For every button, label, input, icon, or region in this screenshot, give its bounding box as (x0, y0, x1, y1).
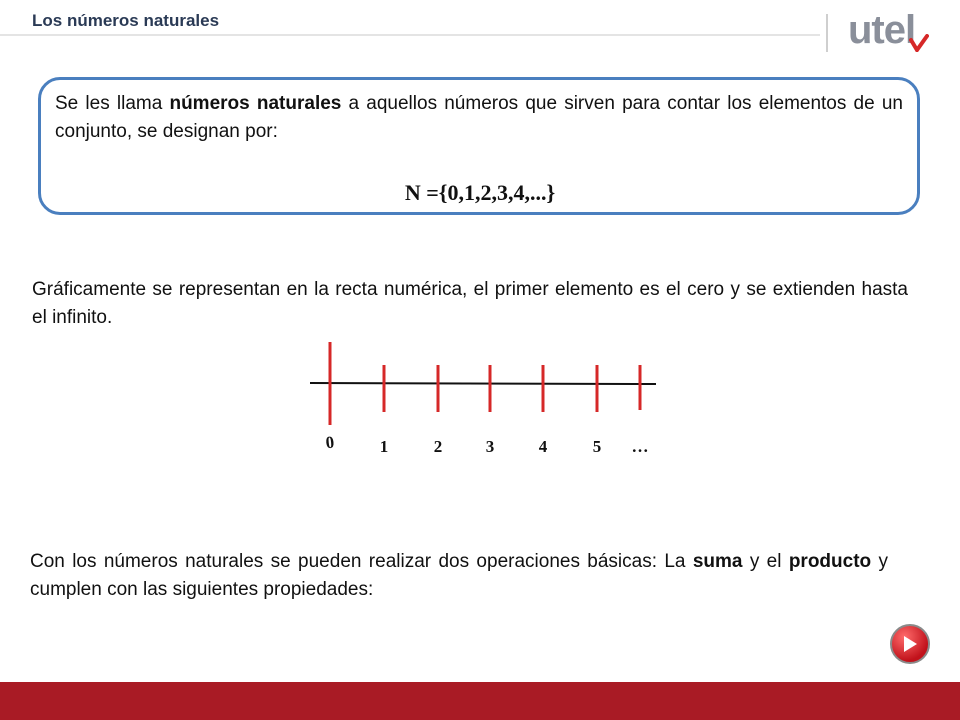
logo-check-icon (909, 34, 929, 52)
definition-text-start: Se les llama (55, 93, 170, 114)
header (0, 0, 960, 62)
graphic-paragraph: Gráficamente se representan en la recta numérica, el primer elemento es el cero y se extienden hasta el infinito. (32, 279, 908, 328)
number-line-label-4: 4 (538, 437, 548, 456)
utel-logo: utel (848, 8, 916, 52)
definition-text (55, 90, 903, 146)
term-suma: suma (692, 551, 743, 572)
operations-paragraph (30, 548, 888, 604)
slide-title: Los números naturales (32, 11, 220, 30)
logo-divider (826, 14, 828, 52)
number-line-label-2: 2 (433, 437, 443, 456)
number-line-axis (310, 383, 656, 384)
number-line-label-3: 3 (485, 437, 495, 456)
operations-text-3: y cumplen con las siguientes propiedades: (30, 551, 889, 600)
number-line (300, 340, 680, 470)
definition-text-end: a aquellos números que sirven para contar los elementos de un conjunto, se designan por: (55, 93, 903, 142)
footer-band (0, 682, 960, 720)
operations-text-2: y el (742, 551, 789, 572)
play-icon (901, 634, 919, 654)
term-producto: producto (788, 551, 872, 572)
number-line-label-0: 0 (324, 432, 336, 453)
next-button[interactable] (890, 624, 930, 664)
definition-term: números naturales (169, 93, 342, 114)
natural-numbers-formula: N ={0,1,2,3,4,...} (404, 180, 556, 205)
header-divider (0, 34, 820, 36)
operations-text-1: Con los números naturales se pueden realizar dos operaciones básicas: La (30, 551, 693, 572)
number-line-label-6: … (631, 437, 649, 456)
number-line-label-5: 5 (592, 437, 602, 456)
number-line-label-1: 1 (379, 437, 389, 456)
